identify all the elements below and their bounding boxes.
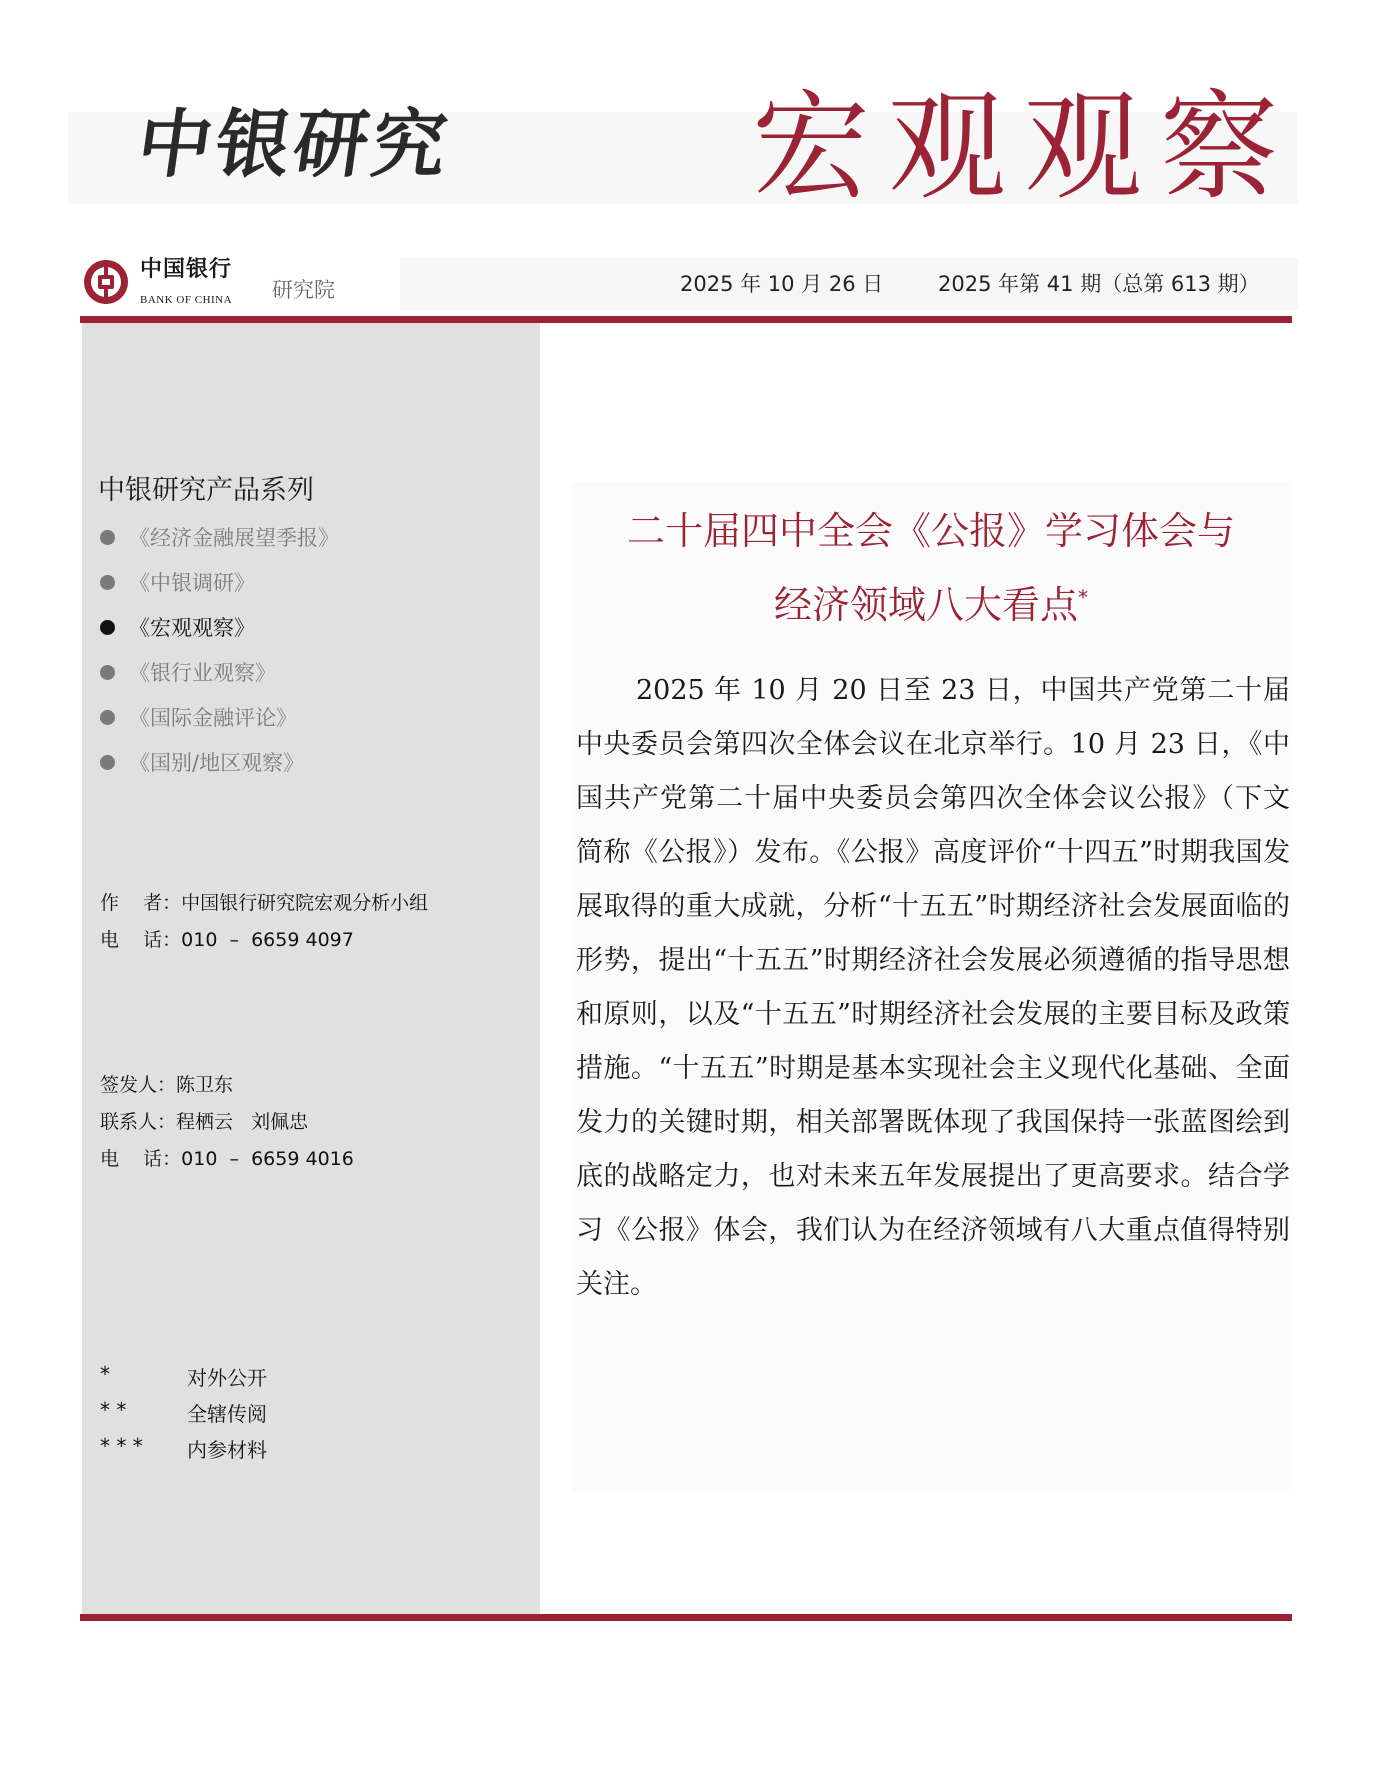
bank-name-cn: 中国银行	[140, 256, 233, 282]
bank-name-en: BANK OF CHINA	[140, 294, 233, 306]
report-date: 2025 年 10 月 26 日	[680, 272, 884, 296]
bullet-icon	[100, 620, 115, 635]
series-item[interactable]	[100, 657, 276, 687]
series-item[interactable]	[100, 702, 297, 732]
series-item-label: 《经济金融展望季报》	[129, 526, 339, 550]
article-title-text: 经济领域八大看点	[773, 583, 1078, 627]
classification-label: 内参材料	[187, 1438, 267, 1462]
series-item-label: 《宏观观察》	[129, 616, 255, 640]
series-item[interactable]	[100, 567, 255, 597]
article-body: 2025 年 10 月 20 日至 23 日，中国共产党第二十届中央委员会第四次全体会议在北京举行。10 月 23 日，《中国共产党第二十届中央委员会第四次全体会议公报》（下文简称《公报》）发布。《公报》高度评价“十四五”时期我国发展取得的重大成就，分析“十五五”时期经济社会发展面临的形势，提出“十五五”时期经济社会发展必须遵循的指导思想和原则，以及“十五五”时期经济社会发展的主要目标及政策措施。“十五五”时期是基本实现社会主义现代化基础、全面发力的关键时期，相关部署既体现了我国保持一张蓝图绘到底的战略定力，也对未来五年发展提出了更高要求。结合学习《公报》体会，我们认为在经济领域有八大重点值得特别关注。	[576, 675, 1290, 1300]
bottom-divider	[80, 1614, 1292, 1621]
series-item-label: 《银行业观察》	[129, 661, 276, 685]
bullet-icon	[100, 665, 115, 680]
bullet-icon	[100, 530, 115, 545]
bullet-icon	[100, 755, 115, 770]
author-line: 作 者：中国银行研究院宏观分析小组	[100, 892, 429, 914]
series-item-active[interactable]	[100, 612, 255, 642]
contact-line: 联系人：程栖云 刘佩忠	[100, 1111, 309, 1133]
classification-mark: *	[100, 1362, 110, 1386]
article-title-line2	[572, 583, 1290, 627]
series-item-label: 《国别/地区观察》	[129, 751, 305, 775]
institute-label: 研究院	[272, 278, 335, 302]
bank-of-china-logo-icon	[82, 258, 130, 306]
report-series-title: 宏观观察	[751, 78, 1296, 216]
issuer-line: 签发人：陈卫东	[100, 1074, 234, 1096]
top-divider	[80, 316, 1292, 323]
title-footnote-star: *	[1078, 585, 1088, 610]
series-item-label: 《国际金融评论》	[129, 706, 297, 730]
bullet-icon	[100, 575, 115, 590]
sidebar	[82, 323, 540, 1614]
classification-label: 全辖传阅	[187, 1402, 267, 1426]
classification-mark: * *	[100, 1398, 127, 1422]
bullet-icon	[100, 710, 115, 725]
series-item[interactable]	[100, 522, 339, 552]
series-item[interactable]	[100, 747, 304, 777]
article-title-line1: 二十届四中全会《公报》学习体会与	[626, 509, 1235, 553]
classification-label: 对外公开	[187, 1366, 267, 1390]
issue-number: 2025 年第 41 期（总第 613 期）	[938, 272, 1260, 296]
series-item-label: 《中银调研》	[129, 571, 255, 595]
classification-mark: * * *	[100, 1434, 143, 1458]
contact-phone: 电 话：010 – 6659 4016	[100, 1148, 354, 1170]
series-title: 中银研究产品系列	[98, 475, 314, 506]
brand-calligraphy-logo: 中银研究	[131, 102, 457, 188]
author-phone: 电 话：010 – 6659 4097	[100, 929, 354, 951]
